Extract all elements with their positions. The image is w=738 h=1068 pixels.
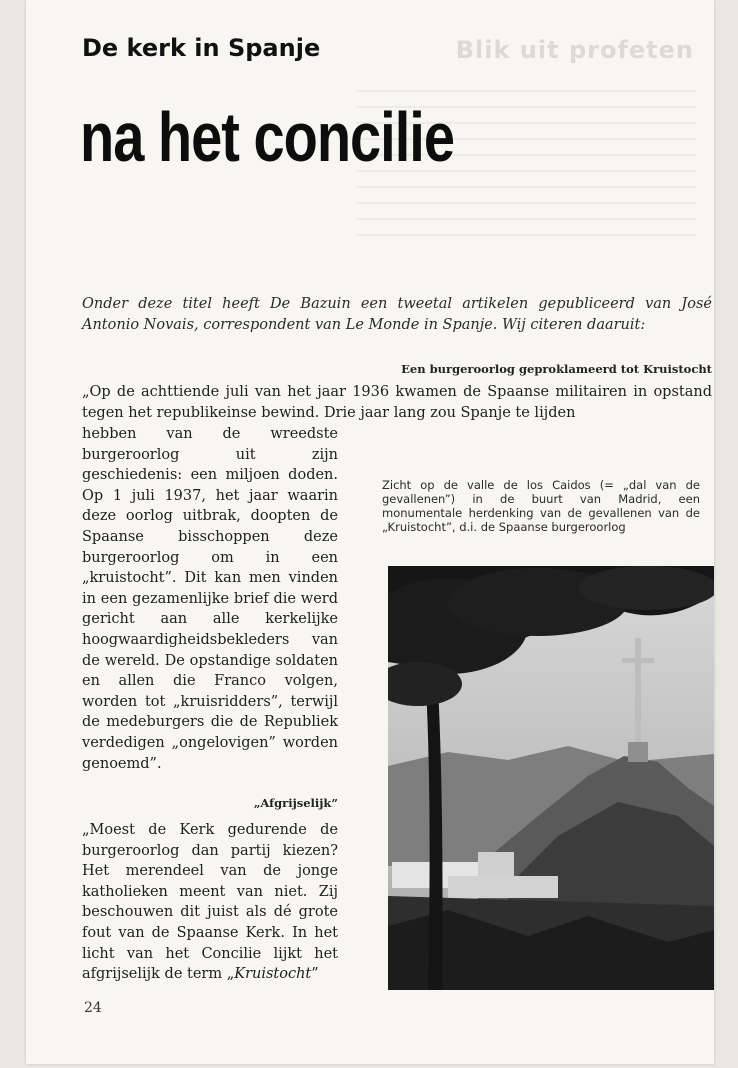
column-text-2-body: „Moest de Kerk gedurende de burgeroorlog dan partij kiezen? Het merendeel van de jonge katholieken meent van niet. Zij beschouwen dit juist als dé grote fout van de Spaanse Kerk. In het licht van het Concilie lijkt het afgrijselijk de term „ — [82, 822, 338, 983]
column-text-2 — [82, 820, 338, 985]
article-kicker: De kerk in Spanje — [82, 34, 321, 62]
subheading-afgrijselijk: „Afgrijselijk” — [253, 796, 338, 810]
column-text-1: hebben van de wreedste burgeroorlog uit zijn geschiedenis: een miljoen doden. Op 1 juli 1937, het jaar waarin deze oorlog uitbrak, doopten de Spaanse bisschoppen deze burgeroorlog om in een „kruistocht”. Dit kan men vinden in een gezamenlijke brief die werd gericht aan alle kerkelijke hoogwaardigheidsbekleders van de wereld. De opstandige soldaten en allen die Franco volgen, worden tot „kruisridders”, terwijl de medeburgers die de Republiek verdedigen „ongelovigen” worden genoemd”. — [82, 426, 338, 772]
column-text-2-italic: Kruistocht — [234, 966, 312, 983]
bleed-through-title: Blik uit profeten — [455, 36, 694, 64]
page-number: 24 — [84, 1000, 102, 1016]
lead-paragraph: „Op de achttiende juli van het jaar 1936 kwamen de Spaanse militairen in opstand tegen het republikeinse bewind. Drie jaar lang zou Spanje te lijden — [82, 384, 712, 421]
article-intro: Onder deze titel heeft De Bazuin een tweetal artikelen gepubliceerd van José Antonio Novais, correspondent van Le Monde in Spanje. Wij citeren daaruit: — [82, 296, 712, 333]
photo-caption: Zicht op de valle de los Caidos (= „dal van de gevallenen”) in de buurt van Madrid, een monumentale herdenking van de gevallenen van de „Kruistocht”, d.i. de Spaanse burgeroorlog — [382, 478, 700, 534]
subheading-kruistocht: Een burgeroorlog geproklameerd tot Kruistocht — [401, 362, 712, 376]
article-headline: na het concilie — [80, 97, 454, 176]
column-text-2-end: ” — [311, 966, 319, 983]
valley-of-the-fallen-photo — [388, 566, 714, 990]
magazine-page — [26, 0, 714, 1064]
